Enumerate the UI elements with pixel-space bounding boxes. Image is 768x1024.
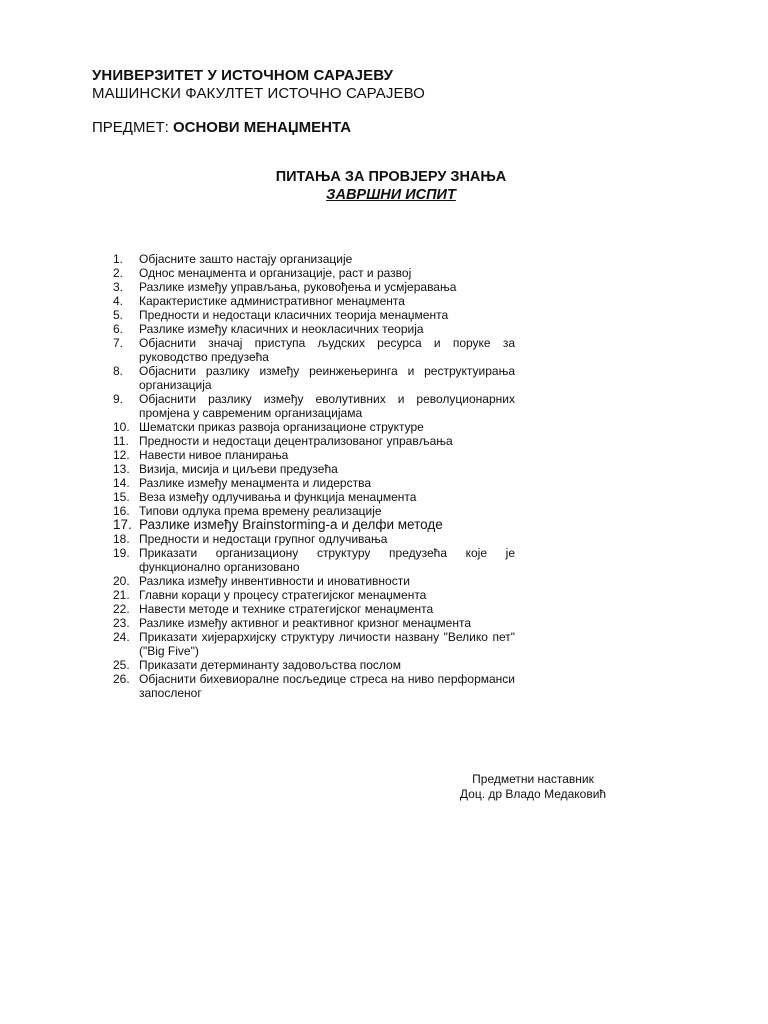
question-text: Однос менаџмента и организације, раст и развој bbox=[139, 266, 412, 280]
signature-block bbox=[448, 772, 618, 802]
question-item bbox=[113, 434, 515, 448]
faculty-name: МАШИНСКИ ФАКУЛТЕТ ИСТОЧНО САРАЈЕВО bbox=[92, 85, 425, 102]
question-item bbox=[113, 630, 515, 658]
question-text: Разлике између управљања, руковођења и усмјеравања bbox=[139, 280, 457, 294]
question-number: 6. bbox=[113, 322, 124, 336]
question-text: Веза између одлучивања и функција менаџмента bbox=[139, 490, 417, 504]
exam-title: ЗАВРШНИ ИСПИТ bbox=[326, 187, 456, 203]
question-item bbox=[113, 490, 515, 504]
question-number: 23. bbox=[113, 616, 130, 630]
question-number: 11. bbox=[113, 434, 129, 448]
question-text: Навести нивое планирања bbox=[139, 448, 289, 462]
question-item bbox=[113, 504, 515, 518]
question-item bbox=[113, 336, 515, 364]
subject-label: ПРЕДМЕТ: bbox=[92, 119, 173, 136]
question-number: 5. bbox=[113, 308, 124, 322]
question-item bbox=[113, 602, 515, 616]
question-item bbox=[113, 294, 515, 308]
question-number: 13. bbox=[113, 462, 130, 476]
question-text: Објаснити разлику између реинжењеринга и реструктуирања организација bbox=[139, 364, 515, 392]
question-item bbox=[113, 476, 515, 490]
question-item bbox=[113, 462, 515, 476]
question-text: Разлике између Brainstorming-а и делфи методе bbox=[139, 517, 443, 532]
question-item bbox=[113, 364, 515, 392]
question-number: 25. bbox=[113, 658, 130, 672]
question-text: Предности и недостаци децентрализованог управљања bbox=[139, 434, 453, 448]
question-number: 15. bbox=[113, 490, 130, 504]
question-number: 24. bbox=[113, 630, 130, 644]
question-number: 4. bbox=[113, 294, 124, 308]
question-text: Приказати хијерархијску структуру личиости названу "Велико пет" ("Big Five") bbox=[139, 630, 515, 658]
question-item bbox=[113, 266, 515, 280]
question-text: Разлике између активног и реактивног кризног менаџмента bbox=[139, 616, 471, 630]
signature-name: Доц. др Владо Медаковић bbox=[459, 787, 607, 801]
question-text: Приказати организациону структуру предузећа које је функционално организовано bbox=[139, 546, 515, 574]
question-item bbox=[113, 672, 515, 700]
question-text: Приказати детерминанту задовољства послом bbox=[139, 658, 401, 672]
question-item bbox=[113, 280, 515, 294]
question-text: Разлика између инвентивности и иновативности bbox=[139, 574, 410, 588]
question-number: 16. bbox=[113, 504, 130, 518]
question-item bbox=[113, 308, 515, 322]
question-item bbox=[113, 546, 515, 574]
question-text: Навести методе и технике стратегијског менаџмента bbox=[139, 602, 434, 616]
university-name: УНИВЕРЗИТЕТ У ИСТОЧНОМ САРАЈЕВУ bbox=[92, 67, 394, 84]
subject-line bbox=[92, 119, 351, 136]
question-text: Главни кораци у процесу стратегијског менаџмента bbox=[139, 588, 427, 602]
question-number: 10. bbox=[113, 420, 130, 434]
question-text: Предности и недостаци класичних теорија менаџмента bbox=[139, 308, 449, 322]
question-item bbox=[113, 252, 515, 266]
question-text: Објаснити бихевиоралне посљедице стреса на ниво перформанси запосленог bbox=[139, 672, 515, 700]
question-number: 12. bbox=[113, 448, 130, 462]
question-item bbox=[113, 392, 515, 420]
question-number: 8. bbox=[113, 364, 124, 378]
question-text: Карактеристике административног менаџмента bbox=[139, 294, 405, 308]
question-number: 20. bbox=[113, 574, 130, 588]
questions-title: ПИТАЊА ЗА ПРОВЈЕРУ ЗНАЊА bbox=[275, 169, 507, 185]
question-text: Шематски приказ развоја организационе структуре bbox=[139, 420, 424, 434]
question-item bbox=[113, 532, 515, 546]
question-number: 22. bbox=[113, 602, 130, 616]
question-number: 3. bbox=[113, 280, 124, 294]
question-number: 26. bbox=[113, 672, 130, 686]
question-item bbox=[113, 420, 515, 434]
question-text: Разлике између менаџмента и лидерства bbox=[139, 476, 372, 490]
question-number: 2. bbox=[113, 266, 124, 280]
question-item bbox=[113, 658, 515, 672]
questions-list bbox=[113, 252, 515, 700]
question-item bbox=[113, 322, 515, 336]
question-number: 21. bbox=[113, 588, 130, 602]
question-item bbox=[113, 448, 515, 462]
question-text: Објаснити разлику између еволутивних и револуционарних промјена у савременим организацијама bbox=[139, 392, 515, 420]
question-number: 9. bbox=[113, 392, 124, 406]
question-number: 19. bbox=[113, 546, 130, 560]
question-text: Предности и недостаци групног одлучивања bbox=[139, 532, 388, 546]
subject-value: ОСНОВИ МЕНАЏМЕНТА bbox=[172, 119, 352, 136]
question-text: Објаснити значај приступа људских ресурса и поруке за руководство предузећа bbox=[139, 336, 515, 364]
question-text: Визија, мисија и циљеви предузећа bbox=[139, 462, 338, 476]
question-item bbox=[113, 574, 515, 588]
question-number: 1. bbox=[113, 252, 124, 266]
question-item bbox=[113, 616, 515, 630]
question-text: Разлике између класичних и неокласичних теорија bbox=[139, 322, 424, 336]
question-text: Типови одлука према времену реализације bbox=[139, 504, 382, 518]
question-number: 7. bbox=[113, 336, 124, 350]
question-number: 17. bbox=[113, 517, 132, 532]
question-text: Објасните зашто настају организације bbox=[139, 252, 353, 266]
question-item bbox=[113, 588, 515, 602]
question-number: 18. bbox=[113, 532, 130, 546]
question-item bbox=[113, 518, 515, 532]
question-number: 14. bbox=[113, 476, 130, 490]
signature-role: Предметни наставник bbox=[472, 772, 594, 786]
